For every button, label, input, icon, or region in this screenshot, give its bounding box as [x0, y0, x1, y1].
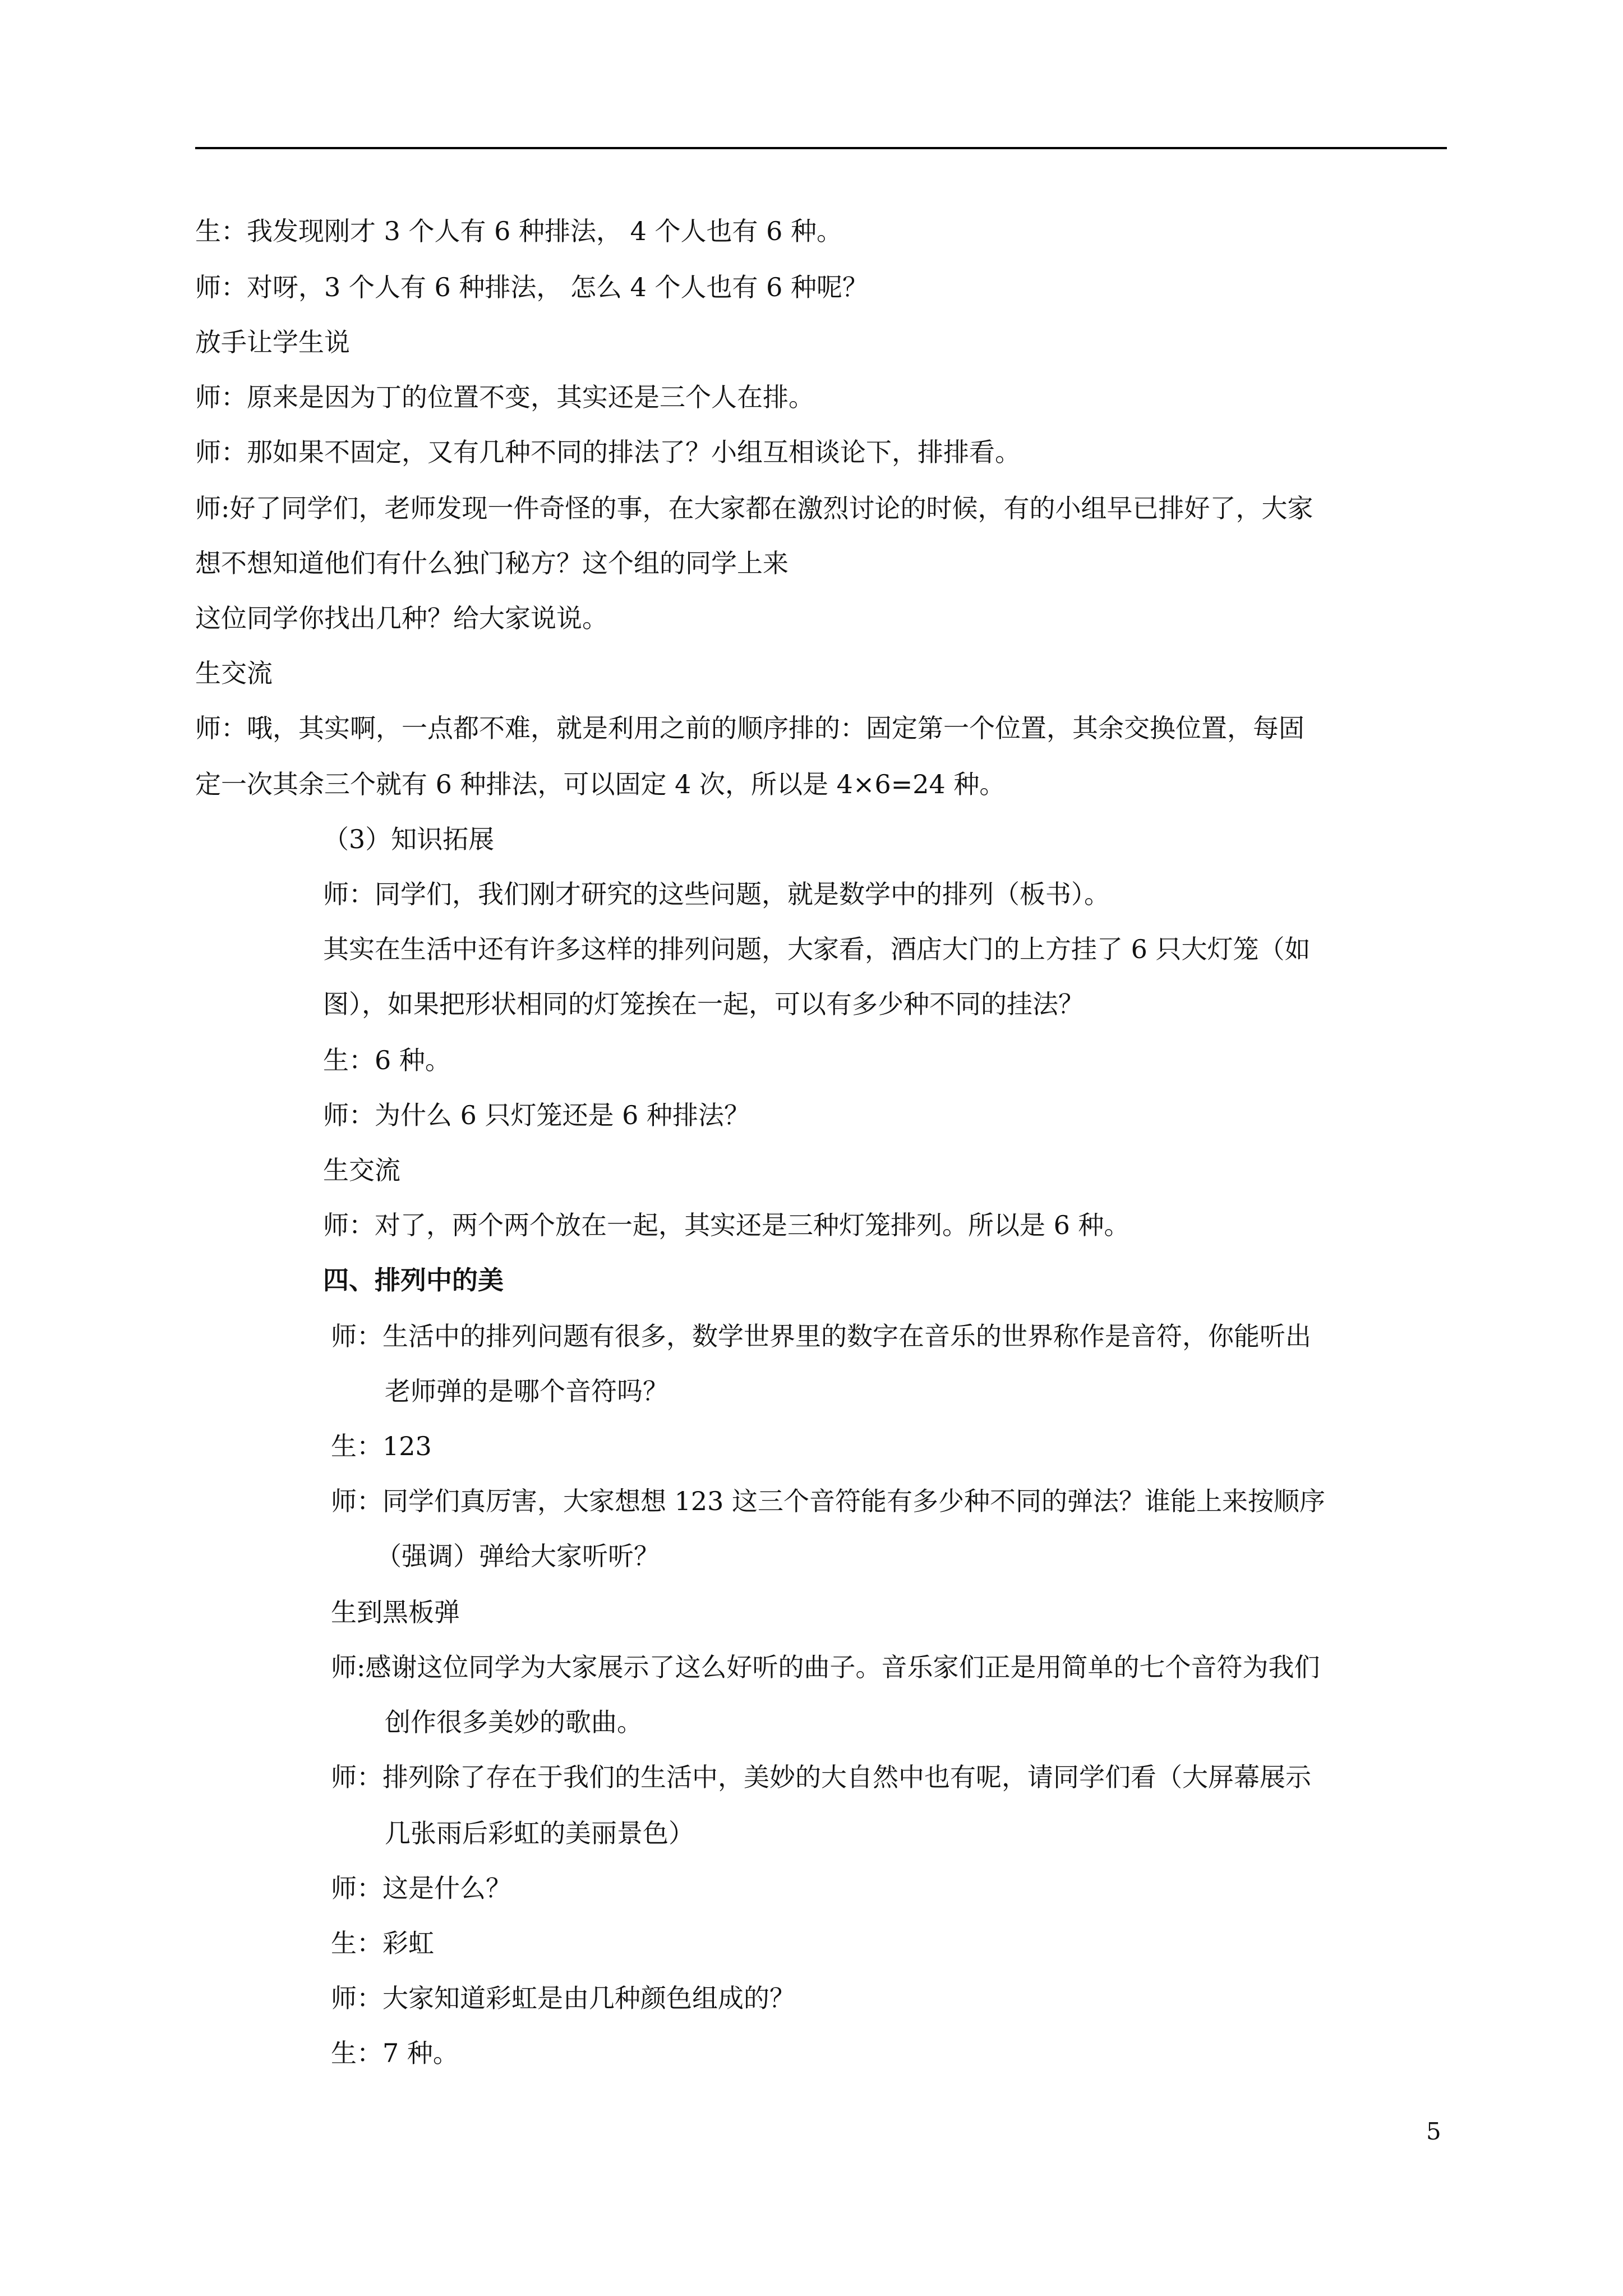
text-line: 师：大家知道彩虹是由几种颜色组成的？: [331, 1983, 795, 2013]
text-line: 其实在生活中还有许多这样的排列问题，大家看，酒店大门的上方挂了 6 只大灯笼（如: [323, 934, 1311, 964]
text-line: 师：为什么 6 只灯笼还是 6 种排法？: [323, 1100, 750, 1130]
text-line: 师：对了，两个两个放在一起，其实还是三种灯笼排列。所以是 6 种。: [323, 1210, 1130, 1240]
text-line: 生：6 种。: [323, 1045, 451, 1075]
text-line: 师：原来是因为丁的位置不变，其实还是三个人在排。: [195, 382, 814, 412]
text-line: 生交流: [323, 1155, 400, 1185]
text-line: 老师弹的是哪个音符吗？: [385, 1376, 668, 1406]
text-line: 想不想知道他们有什么独门秘方？这个组的同学上来: [195, 548, 789, 578]
text-line: 生到黑板弹: [331, 1597, 460, 1627]
text-line: 定一次其余三个就有 6 种排法，可以固定 4 次，所以是 4×6=24 种。: [195, 769, 1006, 799]
text-line: 师：排列除了存在于我们的生活中，美妙的大自然中也有呢，请同学们看（大屏幕展示: [331, 1762, 1311, 1792]
page-number: 5: [1426, 2118, 1441, 2145]
section-heading: （3）知识拓展: [323, 824, 495, 854]
text-line: 生交流: [195, 658, 273, 688]
text-line: 师:好了同学们，老师发现一件奇怪的事，在大家都在激烈讨论的时候，有的小组早已排好了，大家: [195, 493, 1313, 523]
header-rule: [195, 147, 1447, 149]
text-line: 师：同学们，我们刚才研究的这些问题，就是数学中的排列（板书）。: [323, 879, 1110, 909]
text-line: 师：哦，其实啊，一点都不难，就是利用之前的顺序排的：固定第一个位置，其余交换位置，每固: [195, 713, 1304, 743]
text-line: 师：那如果不固定，又有几种不同的排法了？小组互相谈论下，排排看。: [195, 437, 1021, 467]
text-line: 师：同学们真厉害，大家想想 123 这三个音符能有多少种不同的弹法？谁能上来按顺序: [331, 1486, 1326, 1516]
text-line: 师：对呀，3 个人有 6 种排法， 怎么 4 个人也有 6 种呢？: [195, 272, 869, 302]
text-line: 生：我发现刚才 3 个人有 6 种排法， 4 个人也有 6 种。: [195, 216, 843, 246]
section-heading: 四、排列中的美: [323, 1265, 504, 1295]
text-line: （强调）弹给大家听听？: [376, 1541, 660, 1571]
text-line: 生：123: [331, 1431, 432, 1461]
text-line: 生：彩虹: [331, 1928, 434, 1958]
text-line: 师：生活中的排列问题有很多，数学世界里的数字在音乐的世界称作是音符，你能听出: [331, 1321, 1311, 1351]
text-line: 师:感谢这位同学为大家展示了这么好听的曲子。音乐家们正是用简单的七个音符为我们: [331, 1652, 1320, 1682]
text-line: 师：这是什么？: [331, 1873, 511, 1903]
text-line: 生：7 种。: [331, 2038, 459, 2068]
text-line: 图），如果把形状相同的灯笼挨在一起，可以有多少种不同的挂法？: [323, 989, 1084, 1019]
text-line: 放手让学生说: [195, 327, 350, 357]
text-line: 几张雨后彩虹的美丽景色）: [385, 1818, 694, 1848]
text-line: 这位同学你找出几种？给大家说说。: [195, 603, 608, 633]
text-line: 创作很多美妙的歌曲。: [385, 1707, 643, 1737]
